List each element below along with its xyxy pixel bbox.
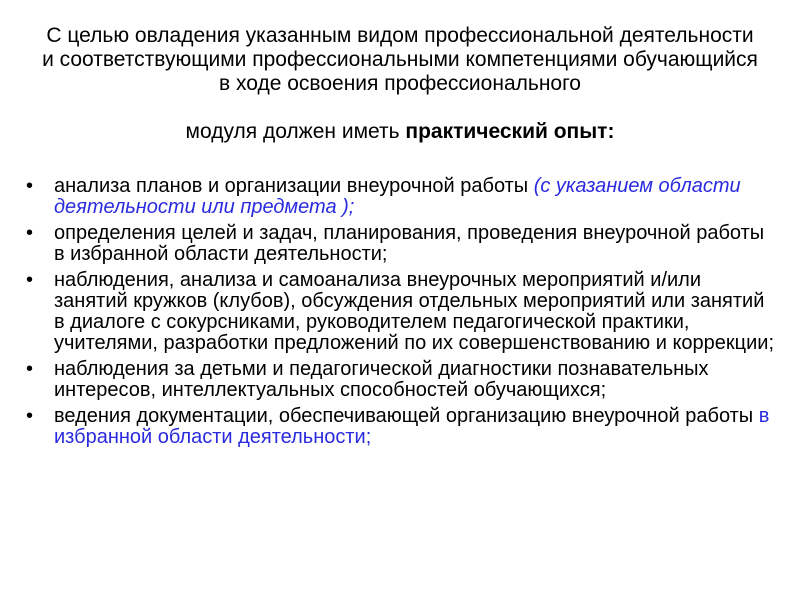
bullet-icon: •: [26, 405, 34, 427]
list-item: [24, 223, 776, 265]
bullet-icon: •: [26, 222, 34, 244]
list-item-accent: (с указанием области деятельности или предмета );: [54, 175, 741, 218]
list-item: [24, 270, 776, 354]
heading-line2: [40, 120, 760, 144]
heading-line2-bold: практический опыт:: [405, 120, 615, 143]
list-item: [24, 176, 776, 218]
bullet-icon: •: [26, 358, 34, 380]
slide-heading: [40, 24, 760, 144]
list-item-text: определения целей и задач, планирования, проведения внеурочной работы в избранной области деятельности;: [54, 222, 765, 265]
list-item-accent: в избранной области деятельности;: [54, 405, 770, 448]
list-item: [24, 406, 776, 448]
list-item-text: анализа планов и организации внеурочной работы: [54, 175, 534, 197]
list-item-text: наблюдения за детьми и педагогической диагностики познавательных интересов, интеллектуальных способностей обучающихся;: [54, 358, 709, 401]
bullet-list: [24, 176, 776, 453]
list-item-text: ведения документации, обеспечивающей организацию внеурочной работы: [54, 405, 759, 427]
bullet-icon: •: [26, 269, 34, 291]
bullet-icon: •: [26, 175, 34, 197]
list-item-text: наблюдения, анализа и самоанализа внеурочных мероприятий и/или занятий кружков (клубов), обсуждения отдельных мероприятий или занятий в диалоге с сокурсниками, руководителем педагогической практики, учителями, разработки предложений по их совершенствованию и коррекции;: [54, 269, 775, 354]
heading-text: С целью овладения указанным видом профессиональной деятельности и соответствующими профессиональными компетенциями обучающийся в ходе освоения профессионального: [42, 24, 758, 95]
list-item: [24, 359, 776, 401]
heading-line2-prefix: модуля должен иметь: [185, 120, 406, 143]
